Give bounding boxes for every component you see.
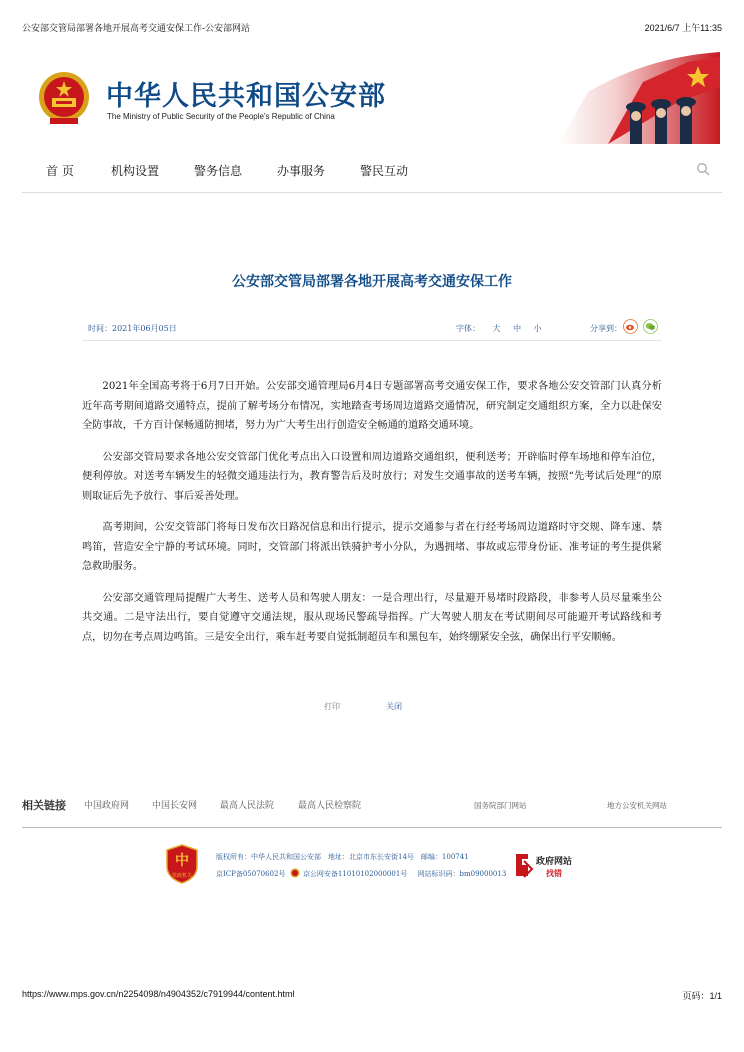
publish-time [88, 323, 177, 334]
party-government-badge-icon[interactable] [165, 844, 199, 884]
footer-copyright: 版权所有：中华人民共和国公安部 地址：北京市东长安街14号 邮编：100741 [216, 853, 469, 861]
search-icon[interactable] [696, 162, 710, 176]
party-badge-label: 党政机关 [171, 873, 193, 879]
share-control [590, 323, 622, 334]
svg-text:中: 中 [175, 853, 189, 869]
icp-record-link[interactable]: 京ICP备05070602号 [216, 870, 286, 878]
nav-item-home[interactable]: 首 页 [46, 164, 74, 178]
print-page-number: 页码：1/1 [682, 991, 722, 1001]
main-nav [22, 160, 722, 193]
font-large-button[interactable]: 大 [492, 324, 501, 333]
related-links-label: 相关链接 [22, 799, 66, 812]
font-medium-button[interactable]: 中 [513, 324, 522, 333]
weibo-share-icon[interactable] [623, 319, 638, 334]
link-procuratorate[interactable]: 最高人民检察院 [298, 801, 362, 811]
article-paragraph: 公安部交管局要求各地公安交管部门优化考点出入口设置和周边道路交通组织，便利送考；开辟临时停车场地和停车泊位，便利停放。对送考车辆发生的轻微交通违法行为，教育警告后及时放行；对发生交通事故的送考车辆，按照“先考试后处理”的原则取证后先予放行、事后妥善处理。 [82, 451, 662, 502]
wechat-share-icon[interactable] [643, 319, 658, 334]
article-paragraph: 高考期间，公安交管部门将每日发布次日路况信息和出行提示，提示交通参与者在行经考场周边道路时守交规、降车速、禁鸣笛，营造安全宁静的考试环境。同时，交管部门将派出铁骑护考小分队，为遇拥堵、事故或忘带身份证、准考证的考生提供紧急救助服务。 [82, 522, 662, 572]
article-meta [82, 318, 662, 341]
national-emblem-icon [36, 70, 92, 128]
nav-item-services[interactable]: 办事服务 [277, 164, 326, 178]
related-links [22, 795, 722, 828]
dropdown-local-police-sites[interactable]: 地方公安机关网站 [607, 801, 667, 810]
close-button[interactable]: 关闭 [386, 702, 402, 711]
gov-website-error-report-badge[interactable] [514, 850, 594, 880]
article-paragraph: 2021年全国高考将于6月7日开始。公安部交通管理局6月4日专题部署高考交通安保工作，要求各地公安交管部门认真分析近年高考期间道路交通特点，提前了解考场分布情况，实地踏查考场周边道路交通情况，研究制定交通组织方案，全力以赴保安全防事故，千方百计保畅通防拥堵，努力为广大考生出行创造安全畅通的道路交通环境。 [82, 381, 662, 431]
link-changan[interactable]: 中国长安网 [152, 801, 198, 811]
nav-item-interaction[interactable]: 警民互动 [360, 164, 409, 178]
article-paragraph: 公安部交通管理局提醒广大考生、送考人员和驾驶人朋友：一是合理出行，尽量避开易堵时段路段，非参考人员尽量乘坐公共交通。二是守法出行，要自觉遵守交通法规，服从现场民警疏导指挥。广大驾驶人朋友在考试期间尽可能避开考试路线和考点，切勿在考点周边鸣笛。三是安全出行，乘车赶考要自觉抵制超员车和黑包车，始终绷紧安全弦，确保出行平安顺畅。 [82, 592, 662, 643]
nav-item-police-news[interactable]: 警务信息 [194, 164, 243, 178]
article-title: 公安部交管局部署各地开展高考交通安保工作 [232, 274, 512, 290]
publish-time-value: 2021年06月05日 [112, 324, 177, 333]
link-supreme-court[interactable]: 最高人民法院 [220, 801, 275, 811]
gov-badge-sub: 找错 [546, 869, 562, 878]
print-page-title: 公安部交管局部署各地开展高考交通安保工作-公安部网站 [22, 23, 250, 33]
font-small-button[interactable]: 小 [533, 324, 542, 333]
print-page-url: https://www.mps.gov.cn/n2254098/n4904352/c7919944/content.html [22, 989, 295, 999]
site-name-en: The Ministry of Public Security of the People's Republic of China [107, 112, 335, 121]
share-label: 分享到： [590, 324, 622, 333]
police-record-link[interactable]: 京公网安备11010102000001号 [302, 870, 408, 878]
font-size-control [456, 323, 542, 334]
print-button[interactable]: 打印 [324, 702, 340, 711]
font-size-label: 字体： [456, 324, 480, 333]
dropdown-state-council-sites[interactable]: 国务院部门网站 [474, 801, 527, 810]
print-datetime: 2021/6/7 上午11:35 [644, 23, 722, 33]
gov-badge-title: 政府网站 [536, 857, 573, 867]
footer-records [216, 868, 506, 879]
site-id: 网站标识码：bm09000013 [417, 870, 507, 878]
article-body [82, 377, 662, 659]
police-badge-icon [290, 868, 300, 878]
nav-item-organization[interactable]: 机构设置 [111, 164, 160, 178]
link-gov-cn[interactable]: 中国政府网 [84, 801, 130, 811]
publish-time-label: 时间： [88, 324, 112, 333]
police-banner-image [548, 52, 720, 144]
site-name: 中华人民共和国公安部 [106, 81, 386, 112]
